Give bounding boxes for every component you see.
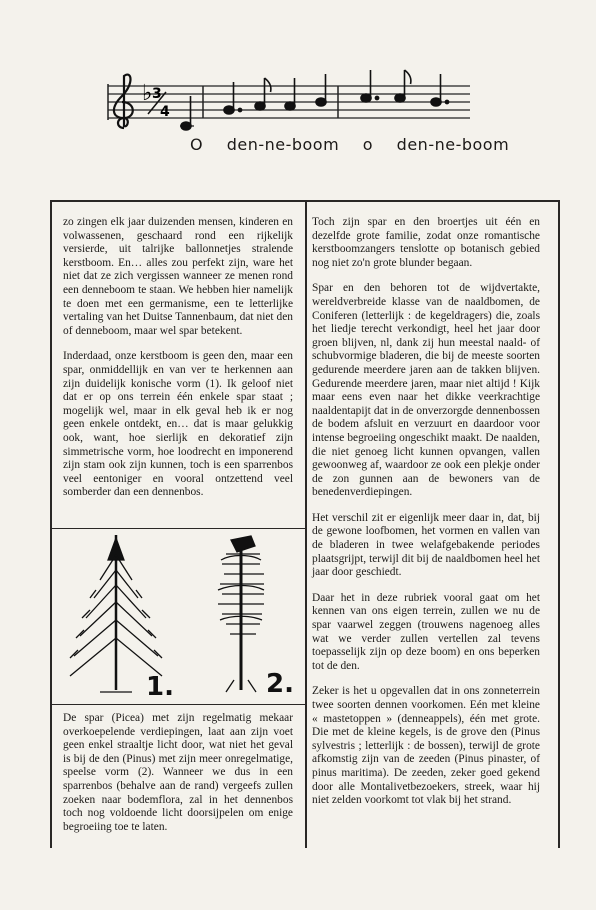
time-signature-top: 3: [152, 86, 162, 102]
right-column: [312, 216, 540, 820]
figure-bottom-rule: [52, 704, 305, 705]
treble-clef-icon: [114, 75, 133, 128]
lyric-word: den-ne-boom: [226, 135, 340, 154]
music-staff: [0, 0, 596, 200]
spruce-tree-icon: [70, 535, 162, 692]
paragraph: Het verschil zit er eigenlijk meer daar in, dat, bij de gewone loofbomen, het vormen en vallen van de bladeren in twee welafgebakende periodes plaatsgrijpt, terwijl dit bij de naaldbomen heel het jaar door geschiedt.: [312, 511, 540, 579]
song-lyrics: [190, 135, 527, 154]
figure-label-2: 2.: [266, 669, 294, 699]
paragraph: zo zingen elk jaar duizenden mensen, kinderen en volwassenen, geschaard rond een rijkelijk versierde, uit talrijke ballonnetjes stralende kerstboom. En… alles zou perfekt zijn, ware het niet dat ze zich vergissen wanneer ze menen rond een denneboom te staan. We hebben hier namelijk te doen met een germanisme, een te letterlijke vertaling van het Duitse Tannenbaum, dat niet den of denneboom, maar wel spar betekent.: [63, 216, 293, 337]
left-column-top: [63, 216, 293, 512]
paragraph: Zeker is het u opgevallen dat in ons zonneterrein twee soorten dennen voorkomen. Eén met kleine « mastetoppen » (denneappels), één met grote. Die met de kleine kegels, is de grove den (Pinus sylvestris ; letterlijk : de bossen), terwijl de grote afkomstig zijn van de zeeden (Pinus pinaster, of pinus maritima). De zeeden, zeker goed gekend door alle Montalivetbezoekers, streek, waar hij niet zelden voorkomt tot vlak bij het strand.: [312, 685, 540, 807]
flat-sign: ♭: [142, 81, 153, 106]
lyric-word: O: [190, 135, 204, 154]
pine-tree-icon: [218, 536, 264, 692]
column-divider: [305, 200, 307, 848]
figure-label-1: 1.: [146, 672, 174, 700]
paragraph: Spar en den behoren tot de wijdvertakte, wereldverbreide klasse van de naaldbomen, de Coniferen (letterlijk : de kegeldragers) die, zoals het liedje terecht verkondigt, heel het jaar door groen blijven, nl, dank zij hun meestal naald- of schubvormige bladeren, die bij de meeste soorten gedurende meerdere jaren aan de takken blijven. Gedurende meerdere jaren, maar niet altijd ! Kijk maar eens even naar het dikke veerkrachtige naaldentapijt dat in de onverzorgde dennenbossen de bodem afsluit en verzuurt en daardoor voor intense begroeiing ongeschikt maakt. De naalden, die niet genoeg licht kunnen opvangen, vallen gewoonweg af, waardoor ze ook een plekje onder de zon gunnen aan de bewoners van de benedenverdiepingen.: [312, 282, 540, 499]
paragraph: Toch zijn spar en den broertjes uit één en dezelfde grote familie, zodat onze romantische kerstboomzangers tenslotte op botanisch gebied nog niet zo'n grote blunder begaan.: [312, 216, 540, 269]
paragraph: De spar (Picea) met zijn regelmatig mekaar overkoepelende verdiepingen, laat aan zijn voet geen enkel straaltje licht door, wat niet het geval is bij de den (Pinus) met zijn meer onregelmatige, speelse vorm (2). Wanneer we dus in een sparrenbos (behalve aan de rand) vergeefs zullen zoeken naar bodemflora, zal in het dennenbos toch nog voldoende licht doorsijpelen om enige begroeiing toe te laten.: [63, 712, 293, 833]
left-column-bottom: [63, 712, 293, 846]
frame-left-rule: [50, 200, 52, 848]
frame-right-rule: [558, 200, 560, 848]
lyric-word: o: [362, 135, 374, 154]
time-signature-bottom: 4: [160, 104, 170, 120]
paragraph: Daar het in deze rubriek vooral gaat om het kennen van ons eigen terrein, zullen we nu de spar vaarwel zeggen (trouwens nagenoeg alles wat we verder zullen vertellen zal tevens toepasselijk zijn op deze boom) en ons beperken tot de den.: [312, 591, 540, 672]
lyric-word: den-ne-boom: [396, 135, 510, 154]
tree-illustration: [56, 530, 301, 700]
figure-top-rule: [52, 528, 305, 529]
paragraph: Inderdaad, onze kerstboom is geen den, maar een spar, onmiddellijk en van ver te herkennen aan zijn duidelijk konische vorm (1). Ik geloof niet dat er op ons terrein één enkele spar staat ; mogelijk wel, maar in elk geval heb ik er nog geen enkele ontdekt, en… dat is maar gelukkig ook, want, hoe sierlijk en dekoratief zijn simmetrische vorm, hoe loodrecht en imponerend zijn stam ook zijn kunnen, toch is een sparrenbos veel eentoniger en vooral ontzettend veel somberder dan een dennenbos.: [63, 350, 293, 499]
